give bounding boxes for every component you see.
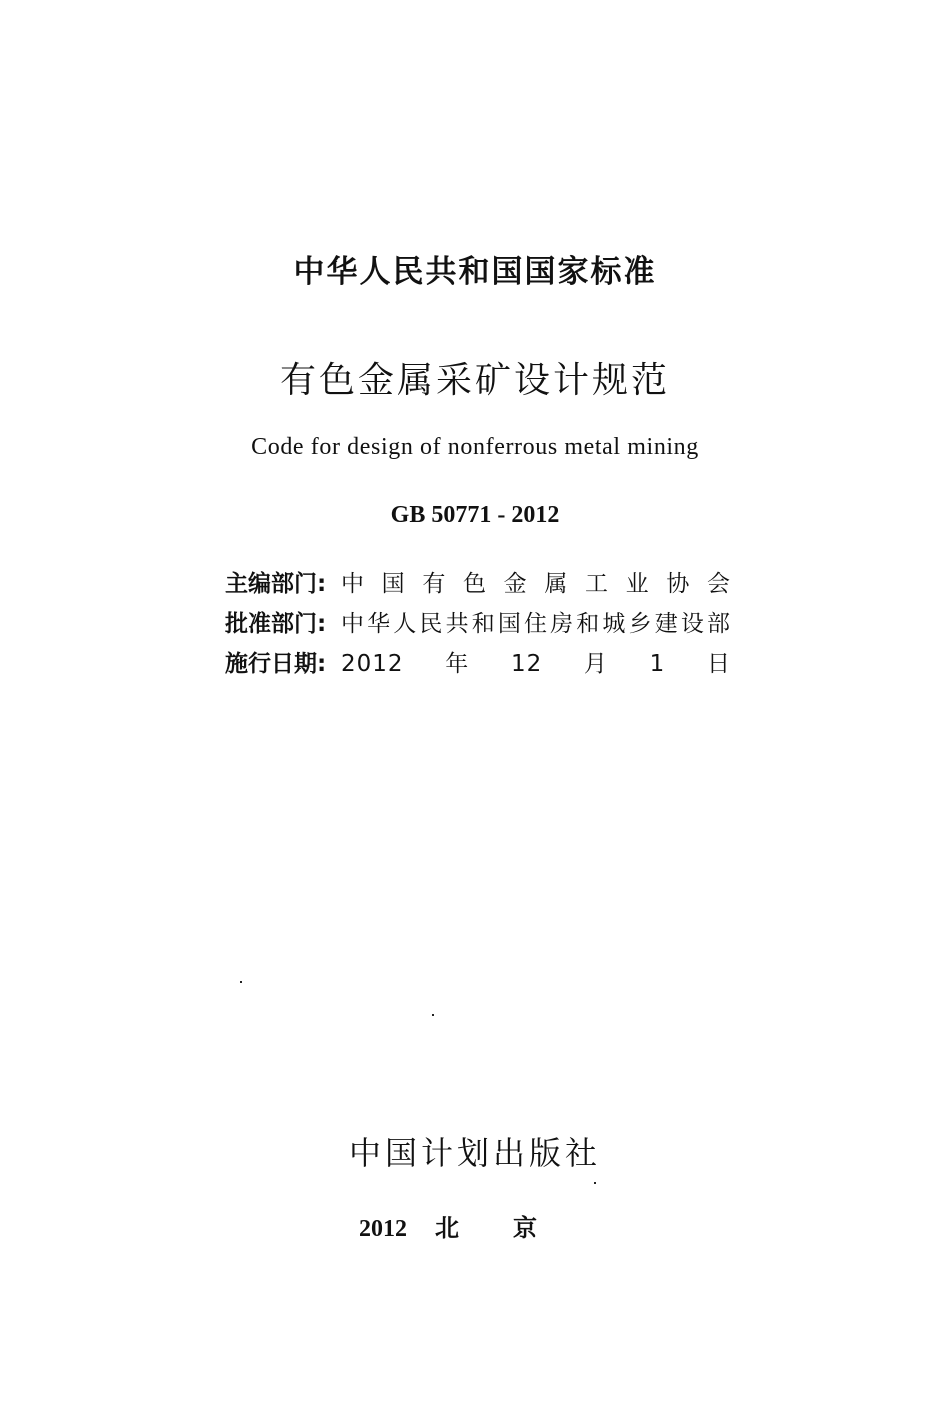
speck-mark	[432, 1014, 434, 1016]
imprint-year: 2012	[359, 1216, 407, 1242]
imprint-line	[0, 1208, 950, 1243]
standard-code: GB 50771 - 2012	[390, 502, 560, 528]
national-standard-heading: 中华人民共和国国家标准	[293, 254, 657, 290]
approval-department-label: 批准部门:	[225, 611, 327, 637]
effective-date-value: 2012年12月1日	[341, 651, 731, 677]
editor-department-label: 主编部门:	[225, 571, 327, 597]
publisher-name: 中国计划出版社	[348, 1134, 601, 1172]
editor-department-value: 中国有色金属工业协会	[341, 571, 731, 597]
document-title-chinese: 有色金属采矿设计规范	[279, 360, 670, 401]
effective-date-label: 施行日期:	[225, 651, 327, 677]
approval-department-row	[225, 606, 731, 642]
approval-department-value: 中华人民共和国住房和城乡建设部	[341, 611, 731, 637]
speck-mark	[240, 981, 242, 983]
speck-mark	[594, 1182, 596, 1184]
editor-department-row	[225, 566, 731, 602]
imprint-city: 北京	[435, 1214, 591, 1242]
document-title-english: Code for design of nonferrous metal mining	[251, 434, 699, 460]
effective-date-row	[225, 646, 731, 682]
